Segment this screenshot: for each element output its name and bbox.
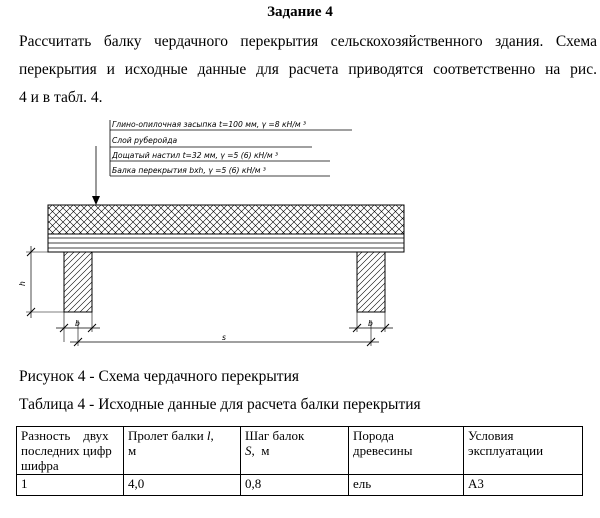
cell-wood-species: ель [349,475,464,496]
dimension-h-label: h [18,281,27,286]
table-header-row [17,427,583,475]
header-wood-species: Порода древесины [349,427,464,475]
task-title: Задание 4 [267,4,333,20]
figure-caption: Рисунок 4 - Схема чердачного перекрытия [19,368,299,385]
board-deck-layer [48,234,404,252]
header-span: Пролет балки l, м [124,427,241,475]
layer-label-1: Глино-опилочная засыпка t=100 мм, γ =8 кН/м ³ [112,120,307,129]
dimension-b-right-label: b [368,319,373,328]
dimension-s [70,320,379,346]
input-data-table [16,426,583,496]
table-row [17,475,583,496]
floor-scheme-drawing [0,110,600,360]
cell-span: 4,0 [124,475,241,496]
layer-label-3: Дощатый настил t=32 мм, γ =5 (6) кН/м ³ [112,151,279,160]
layer-labels [110,120,352,176]
description-line-2: перекрытия и исходные данные для расчета приводятся соответственно на рис. [19,61,597,78]
dimension-h [18,246,64,318]
layer-label-4: Балка перекрытия bxh, γ =5 (6) кН/м ³ [112,166,266,175]
table-caption: Таблица 4 - Исходные данные для расчета балки перекрытия [19,396,421,413]
dimension-b-left-label: b [75,319,80,328]
task-description [19,28,597,112]
description-line-1: Рассчитать балку чердачного перекрытия сельскохозяйственного здания. Схема [19,33,597,50]
clay-fill-layer [48,205,404,234]
cell-digits-diff: 1 [17,475,124,496]
dimension-s-label: s [222,333,226,342]
header-service-conditions: Условия эксплуатации [464,427,583,475]
description-line-3: 4 и в табл. 4. [19,89,103,106]
leader-arrow [92,146,100,205]
cell-spacing: 0,8 [241,475,349,496]
beam-right [357,252,385,312]
header-digits-diff: Разность двух последних цифр шифра [17,427,124,475]
layer-label-2: Слой руберойда [112,136,178,145]
header-spacing: Шаг балок S, м [241,427,349,475]
cell-service-conditions: А3 [464,475,583,496]
beam-left [64,252,92,312]
